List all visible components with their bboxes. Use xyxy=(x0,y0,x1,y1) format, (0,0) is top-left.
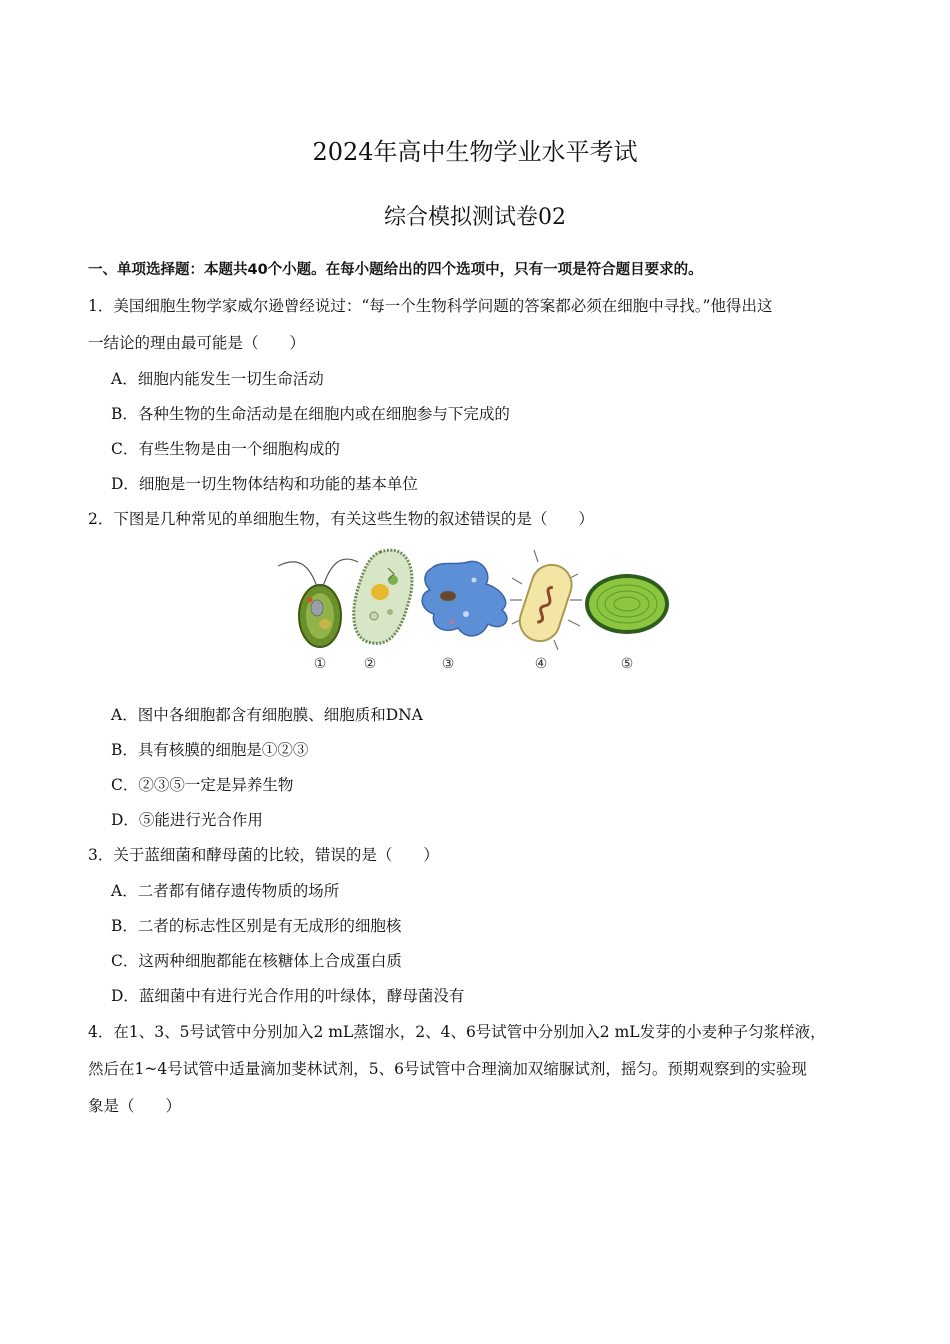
figure-label-4: ④ xyxy=(534,656,548,672)
amoeba-illustration xyxy=(422,561,507,636)
question-4-line-3: 象是（ ） xyxy=(88,1097,182,1115)
question-3-line-1: 3．关于蓝细菌和酵母菌的比较，错误的是（ ） xyxy=(88,846,439,864)
question-2-option-d: D．⑤能进行光合作用 xyxy=(111,811,263,829)
question-3-option-b: B．二者的标志性区别是有无成形的细胞核 xyxy=(111,917,402,935)
cyanobacterium-illustration xyxy=(585,574,669,634)
question-3-option-a: A．二者都有储存遗传物质的场所 xyxy=(111,882,340,900)
question-1-option-d: D．细胞是一切生物体结构和功能的基本单位 xyxy=(111,475,418,493)
question-4-line-2: 然后在1~4号试管中适量滴加斐林试剂，5、6号试管中合理滴加双缩脲试剂，摇匀。预期观察到的实验现 xyxy=(88,1060,807,1078)
figure-label-3: ③ xyxy=(441,656,455,672)
bacterium-illustration xyxy=(510,550,582,650)
question-1-line-1: 1．美国细胞生物学家威尔逊曾经说过：“每一个生物科学问题的答案都必须在细胞中寻找。”他得出这 xyxy=(88,297,773,315)
question-4-line-1: 4．在1、3、5号试管中分别加入2 mL蒸馏水，2、4、6号试管中分别加入2 mL发芽的小麦种子匀浆样液， xyxy=(88,1023,826,1041)
question-1-line-2: 一结论的理由最可能是（ ） xyxy=(88,334,306,352)
question-2-option-b: B．具有核膜的细胞是①②③ xyxy=(111,741,309,759)
figure-label-1: ① xyxy=(313,656,327,672)
exam-subtitle: 综合模拟测试卷02 xyxy=(384,205,566,230)
exam-title: 2024年高中生物学业水平考试 xyxy=(312,138,638,166)
chlamydomonas-illustration xyxy=(278,559,358,647)
single-cell-organisms-figure xyxy=(270,544,680,676)
question-2-option-c: C．②③⑤一定是异养生物 xyxy=(111,776,294,794)
question-1-option-a: A．细胞内能发生一切生命活动 xyxy=(111,370,324,388)
figure-label-2: ② xyxy=(363,656,377,672)
question-1-option-c: C．有些生物是由一个细胞构成的 xyxy=(111,440,340,458)
question-2-option-a: A．图中各细胞都含有细胞膜、细胞质和DNA xyxy=(111,706,423,724)
paramecium-illustration xyxy=(354,550,412,643)
section-heading: 一、单项选择题：本题共40个小题。在每小题给出的四个选项中，只有一项是符合题目要求的。 xyxy=(88,262,703,278)
question-2-line-1: 2．下图是几种常见的单细胞生物，有关这些生物的叙述错误的是（ ） xyxy=(88,510,594,528)
question-3-option-d: D．蓝细菌中有进行光合作用的叶绿体，酵母菌没有 xyxy=(111,987,465,1005)
question-1-option-b: B．各种生物的生命活动是在细胞内或在细胞参与下完成的 xyxy=(111,405,510,423)
question-3-option-c: C．这两种细胞都能在核糖体上合成蛋白质 xyxy=(111,952,402,970)
figure-label-5: ⑤ xyxy=(620,656,634,672)
